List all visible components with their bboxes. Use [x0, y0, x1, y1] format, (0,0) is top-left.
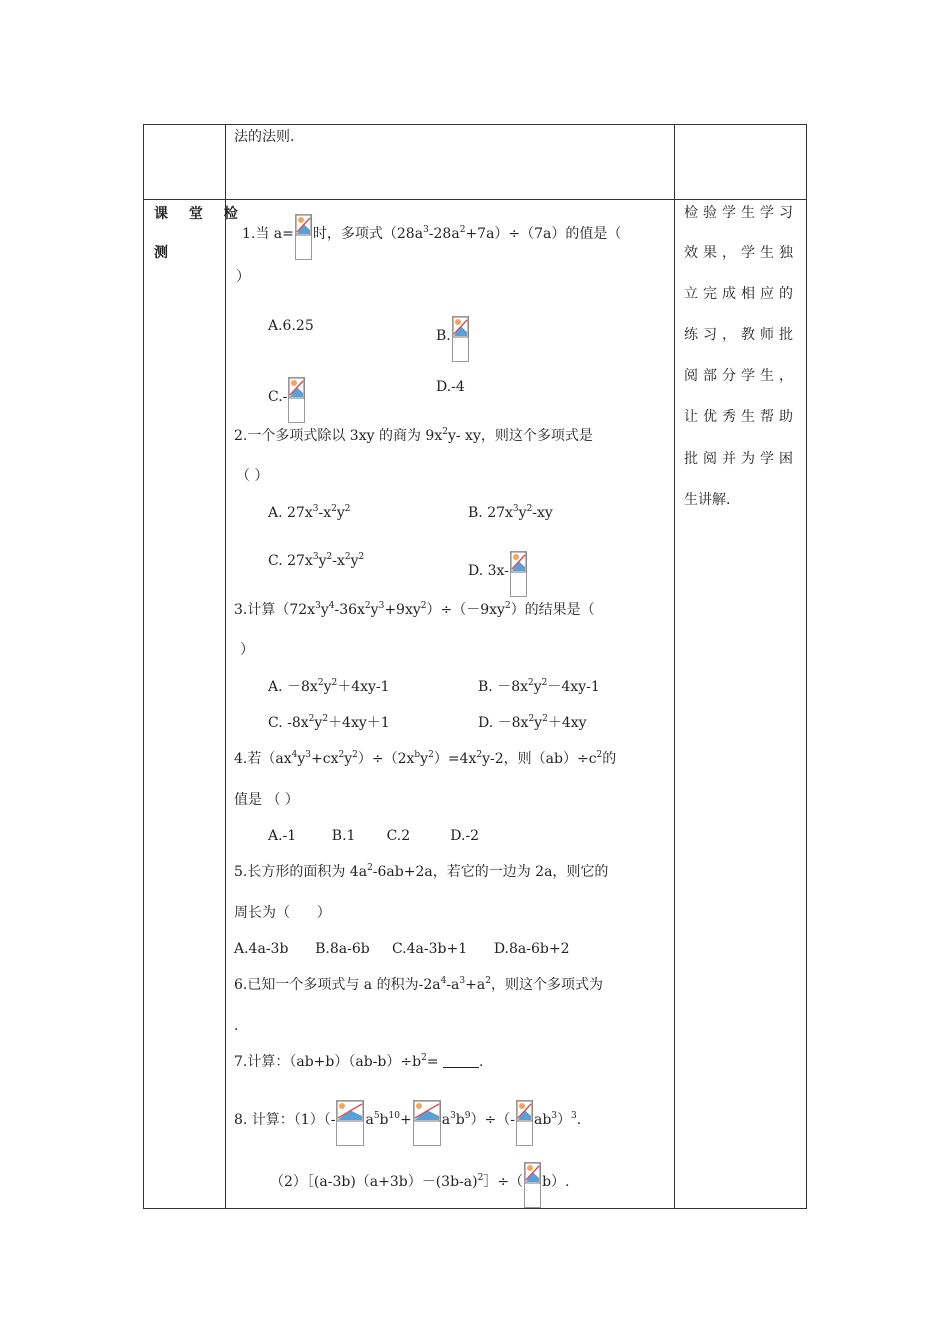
question-5: 5.长方形的面积为 $4a^2-6ab+2a$，若它的一边为 2a，则它的: [234, 863, 609, 880]
image-placeholder-icon: [516, 1100, 533, 1146]
question-1-close: ）: [236, 269, 250, 285]
column-divider-2: [674, 125, 675, 1208]
question-1: 1.当 a= 时，多项式$(28a^3-28a^2+7a)\div(7a)$的值是（: [242, 214, 621, 260]
question-7: 7.计算：$(ab+b)(ab-b)\div b^2=$ .: [234, 1053, 484, 1070]
note-line: 立完成相应的: [684, 286, 798, 302]
q1-option-d: D.-4: [436, 379, 465, 395]
image-placeholder-icon: [413, 1100, 441, 1146]
q5-options: A.4a-3b B.8a-6b C.4a-3b+1 D.8a-6b+2: [234, 941, 570, 957]
q2-option-c: C. $27x^3y^2-x^2y^2$: [268, 552, 365, 569]
q4-options: A.-1 B.1 C.2 D.-2: [268, 828, 480, 844]
answer-blank[interactable]: [443, 1053, 479, 1068]
note-line: 练习，教师批: [684, 327, 798, 343]
section-label-line2: 测: [154, 245, 176, 261]
note-line: 让优秀生帮助: [684, 409, 798, 425]
q2-option-d: D. 3x-: [468, 551, 528, 597]
note-line: 检验学生学习: [684, 205, 798, 221]
question-3: 3.计算$(72x^3y^4-36x^2y^3+9xy^2)\div(-9xy^2)$的结果是（: [234, 601, 595, 618]
image-placeholder-icon: [336, 1100, 364, 1146]
image-placeholder-icon: [510, 551, 527, 597]
question-2: 2.一个多项式除以 3xy 的商为 $9x^2y-$ xy，则这个多项式是: [234, 427, 593, 444]
question-5-line2: 周长为（ ）: [234, 905, 331, 921]
q1-option-c: C.-: [268, 377, 306, 423]
q2-option-b: B. $27x^3y^2-xy$: [468, 504, 553, 521]
question-8-part-2: $(2)[(a-3b)(a+3b)-(3b-a)^2]\div$（ b）.: [270, 1162, 569, 1208]
top-row-text: 法的法则.: [234, 129, 295, 145]
q1-option-a: A.6.25: [268, 318, 314, 334]
question-4-line2: 值是 （ ）: [234, 792, 299, 808]
image-placeholder-icon: [524, 1162, 541, 1208]
image-placeholder-icon: [288, 377, 305, 423]
question-6: 6.已知一个多项式与 a 的积为$-2a^4-a^3+a^2$，则这个多项式为: [234, 976, 603, 993]
question-2-paren: （ ）: [236, 468, 269, 484]
row-divider: [144, 199, 806, 200]
q3-option-c: C. $-8x^2y^2+4xy+1$: [268, 714, 390, 731]
q3-option-a: A. $-8x^2y^2+4xy-1$: [268, 678, 390, 695]
section-label-line1: 课 堂 检: [154, 206, 246, 222]
question-3-close: ）: [240, 642, 254, 658]
question-6-end: .: [234, 1018, 239, 1034]
column-divider-1: [225, 125, 226, 1208]
note-line: 批阅并为学困: [684, 451, 798, 467]
note-line: 效果，学生独: [684, 245, 798, 261]
q2-option-a: A. $27x^3-x^2y^2$: [268, 504, 351, 521]
question-4: 4.若$(ax^4y^3+cx^2y^2)\div(2x^by^2)=4x^2y-2$，则$(ab)\div c^2$的: [234, 750, 617, 767]
note-line: 生讲解.: [684, 492, 731, 508]
q1-option-b: B.: [436, 316, 470, 362]
question-8-part-1: 8. 计算：（1）（- $a^5b^{10}+$ $a^3b^9)\div(-$ $ab^3)^3$.: [234, 1100, 581, 1146]
note-line: 阅部分学生，: [684, 368, 798, 384]
image-placeholder-icon: [452, 316, 469, 362]
q3-option-d: D. $-8x^2y^2+4xy$: [478, 714, 587, 731]
q3-option-b: B. $-8x^2y^2-4xy-1$: [478, 678, 600, 695]
image-placeholder-icon: [295, 214, 312, 260]
